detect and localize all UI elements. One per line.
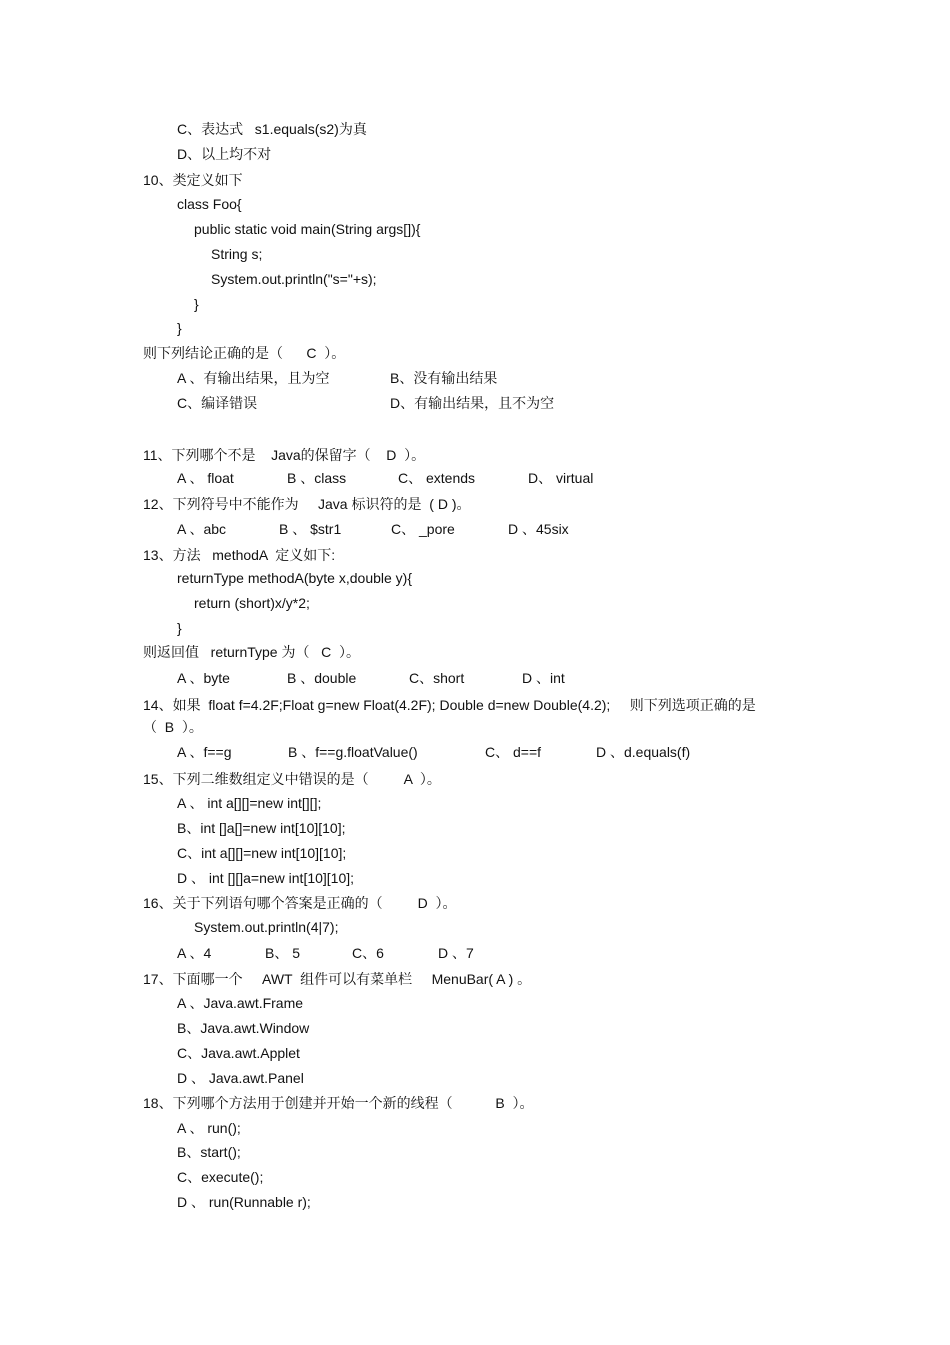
text-line: returnType methodA(byte x,double y){ [177,570,413,586]
text-line: A 、 int a[][]=new int[][]; [177,795,322,811]
text-line: 10、类定义如下 [143,172,243,188]
text-line: System.out.println(4|7); [194,919,339,935]
text-line: C、short [409,670,465,686]
text-line: return (short)x/y*2; [194,595,310,611]
text-line: B、start(); [177,1144,241,1160]
text-line: A 、4 [177,945,212,961]
text-line: B、int []a[]=new int[10][10]; [177,820,346,836]
text-line: 14、如果 float f=4.2F;Float g=new Float(4.2F); Double d=new Double(4.2); 则下列选项正确的是 [143,697,756,713]
text-line: C、execute(); [177,1169,264,1185]
text-line: C、int a[][]=new int[10][10]; [177,845,347,861]
text-line: D 、 int [][]a=new int[10][10]; [177,870,355,886]
text-line: D 、7 [438,945,474,961]
text-line: 18、下列哪个方法用于创建并开始一个新的线程（ B ）。 [143,1095,534,1111]
text-line: D 、int [522,670,565,686]
text-line: C、 d==f [485,744,542,760]
text-line: A 、abc [177,521,227,537]
text-line: B、没有输出结果 [390,370,498,386]
text-line: 17、下面哪一个 AWT 组件可以有菜单栏 MenuBar( A ) 。 [143,971,532,987]
text-line: C、表达式 s1.equals(s2)为真 [177,121,367,137]
text-line: 16、关于下列语句哪个答案是正确的（ D ）。 [143,895,457,911]
text-line: 则返回值 returnType 为（ C ）。 [143,644,361,660]
text-line: D 、 run(Runnable r); [177,1194,311,1210]
text-line: A 、byte [177,670,230,686]
text-line: System.out.println("s="+s); [211,271,377,287]
text-line: A 、f==g [177,744,232,760]
text-line: D、 virtual [528,470,594,486]
text-line: D、以上均不对 [177,146,272,162]
text-line: C、编译错误 [177,395,258,411]
text-line: D 、d.equals(f) [596,744,691,760]
text-line: D 、 Java.awt.Panel [177,1070,304,1086]
text-line: A 、Java.awt.Frame [177,995,304,1011]
text-line: A 、 float [177,470,234,486]
text-line: B 、class [287,470,347,486]
text-line: B 、f==g.floatValue() [288,744,418,760]
text-line: C、 _pore [391,521,455,537]
text-line: （ B ）。 [143,719,203,735]
text-line: B 、double [287,670,357,686]
text-line: 13、方法 methodA 定义如下: [143,547,336,563]
text-line: } [194,296,199,312]
text-line: B 、 $str1 [279,521,342,537]
text-line: public static void main(String args[]){ [194,221,421,237]
text-line: C、6 [352,945,384,961]
text-line: B、 5 [265,945,301,961]
text-line: A 、 run(); [177,1120,241,1136]
text-line: 则下列结论正确的是（ C ）。 [143,345,346,361]
text-line: B、Java.awt.Window [177,1020,310,1036]
text-line: 11、下列哪个不是 Java的保留字（ D ）。 [143,447,426,463]
text-line: } [177,320,182,336]
text-line: String s; [211,246,263,262]
text-line: C、Java.awt.Applet [177,1045,300,1061]
text-line: 12、下列符号中不能作为 Java 标识符的是 ( D )。 [143,496,471,512]
text-line: 15、下列二维数组定义中错误的是（ A ）。 [143,771,441,787]
text-line: } [177,620,182,636]
text-line: D、有输出结果，且不为空 [390,395,555,411]
text-line: class Foo{ [177,196,242,212]
text-line: C、 extends [398,470,476,486]
text-line: A 、有输出结果，且为空 [177,370,330,386]
text-line: D 、45six [508,521,569,537]
